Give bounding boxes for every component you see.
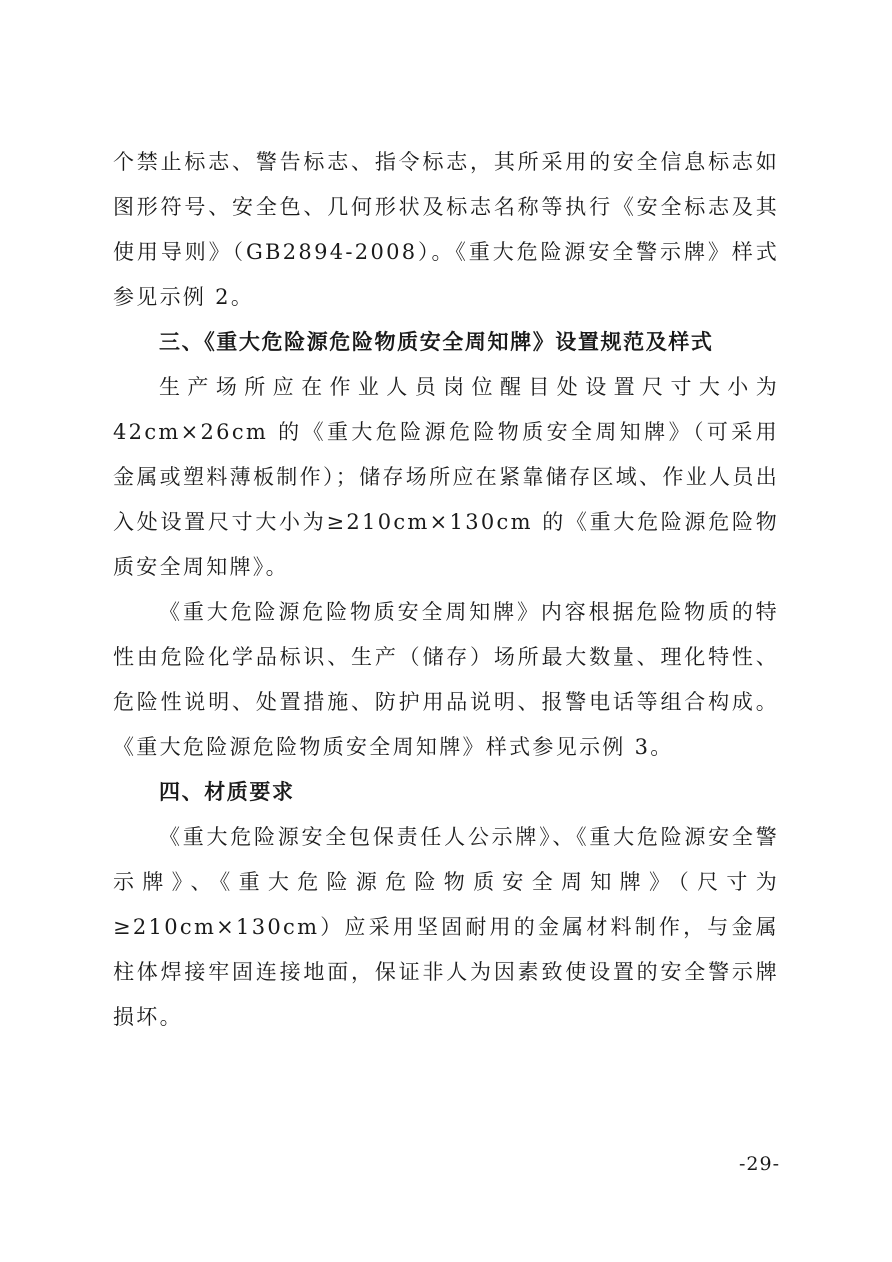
paragraph-size-requirements: 生产场所应在作业人员岗位醒目处设置尺寸大小为 42cm×26cm 的《重大危险源危险物质安全周知牌》（可采用金属或塑料薄板制作）；储存场所应在紧靠储存区域、作业人员出入处设置尺寸大小为≥210cm×130cm 的《重大危险源危险物质安全周知牌》。 xyxy=(113,375,779,579)
paragraph-material-requirements: 《重大危险源安全包保责任人公示牌》、《重大危险源安全警示牌》、《重大危险源危险物质安全周知牌》（尺寸为≥210cm×130cm）应采用坚固耐用的金属材料制作，与金属柱体焊接牢固连接地面，保证非人为因素致使设置的安全警示牌损坏。 xyxy=(113,825,779,1029)
section-heading-3: 三、《重大危险源危险物质安全周知牌》设置规范及样式 xyxy=(159,330,714,354)
paragraph-board-content: 《重大危险源危险物质安全周知牌》内容根据危险物质的特性由危险化学品标识、生产（储存）场所最大数量、理化特性、危险性说明、处置措施、防护用品说明、报警电话等组合构成。《重大危险源危险物质安全周知牌》样式参见示例 3。 xyxy=(113,600,779,759)
page-number: -29- xyxy=(738,1153,780,1175)
section-heading-4: 四、材质要求 xyxy=(159,780,295,804)
document-body xyxy=(113,140,779,1040)
paragraph-continuation: 个禁止标志、警告标志、指令标志，其所采用的安全信息标志如图形符号、安全色、几何形状及标志名称等执行《安全标志及其使用导则》（GB2894-2008）。《重大危险源安全警示牌》样式参见示例 2。 xyxy=(113,150,779,309)
